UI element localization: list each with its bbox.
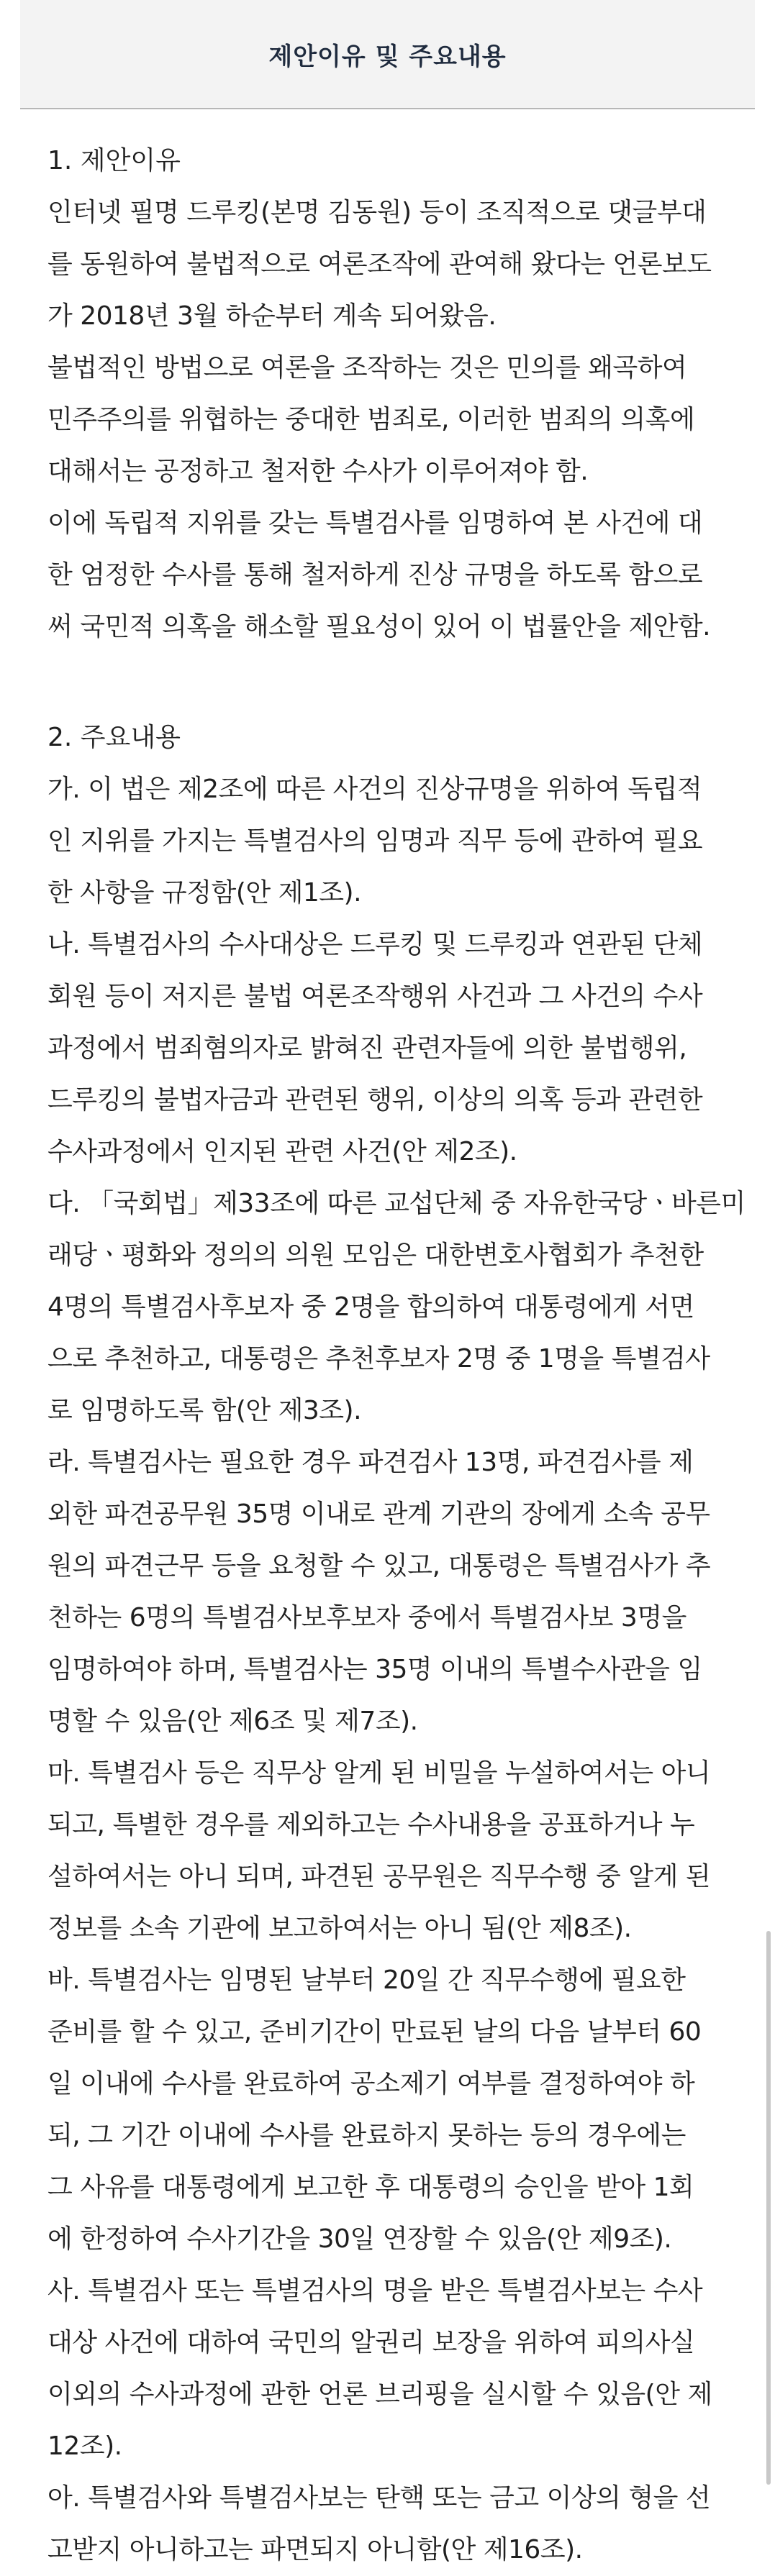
text-line: 바. 특별검사는 임명된 날부터 20일 간 직무수행에 필요한	[47, 1965, 686, 1995]
text-line: 임명하여야 하며, 특별검사는 35명 이내의 특별수사관을 임	[47, 1655, 702, 1684]
text-line: 인 지위를 가지는 특별검사의 임명과 직무 등에 관하여 필요	[47, 826, 703, 856]
text-line: 명할 수 있음(안 제6조 및 제7조).	[47, 1707, 418, 1736]
text-line: 래당ㆍ평화와 정의의 의원 모임은 대한변호사협회가 추천한	[47, 1241, 704, 1270]
text-line: 한 엄정한 수사를 통해 철저하게 진상 규명을 하도록 함으로	[47, 560, 703, 590]
document-body	[47, 135, 745, 2576]
text-line: 라. 특별검사는 필요한 경우 파견검사 13명, 파견검사를 제	[47, 1448, 694, 1477]
text-line: 천하는 6명의 특별검사보후보자 중에서 특별검사보 3명을	[47, 1603, 686, 1632]
text-line: 사. 특별검사 또는 특별검사의 명을 받은 특별검사보는 수사	[47, 2276, 703, 2306]
text-line: 외한 파견공무원 35명 이내로 관계 기관의 장에게 소속 공무	[47, 1499, 710, 1529]
text-line: 인터넷 필명 드루킹(본명 김동원) 등이 조직적으로 댓글부대	[47, 198, 707, 227]
section-spacer	[47, 653, 738, 712]
scrollbar-thumb[interactable]	[766, 1931, 771, 2485]
text-line: 마. 특별검사 등은 직무상 알게 된 비밀을 누설하여서는 아니	[47, 1758, 711, 1788]
text-line: 대상 사건에 대하여 국민의 알권리 보장을 위하여 피의사실	[47, 2328, 695, 2357]
text-line: 정보를 소속 기관에 보고하여서는 아니 됨(안 제8조).	[47, 1914, 632, 1943]
text-line: 가 2018년 3월 하순부터 계속 되어왔음.	[47, 301, 497, 331]
text-line: 일 이내에 수사를 완료하여 공소제기 여부를 결정하여야 하	[47, 2069, 695, 2098]
text-line: 나. 특별검사의 수사대상은 드루킹 및 드루킹과 연관된 단체	[47, 930, 703, 959]
text-line: 되, 그 기간 이내에 수사를 완료하지 못하는 등의 경우에는	[47, 2121, 686, 2150]
text-line: 가. 이 법은 제2조에 따른 사건의 진상규명을 위하여 독립적	[47, 775, 702, 804]
text-line: 로 임명하도록 함(안 제3조).	[47, 1396, 362, 1425]
text-line: 이에 독립적 지위를 갖는 특별검사를 임명하여 본 사건에 대	[47, 508, 703, 538]
text-line: 다. 「국회법」제33조에 따른 교섭단체 중 자유한국당ㆍ바른미	[47, 1189, 745, 1218]
text-line: 불법적인 방법으로 여론을 조작하는 것은 민의를 왜곡하여	[47, 353, 687, 383]
text-line: 과정에서 범죄혐의자로 밝혀진 관련자들에 의한 불법행위,	[47, 1033, 687, 1063]
text-line: 수사과정에서 인지된 관련 사건(안 제2조).	[47, 1137, 517, 1166]
text-line: 그 사유를 대통령에게 보고한 후 대통령의 승인을 받아 1회	[47, 2173, 694, 2202]
text-line: 으로 추천하고, 대통령은 추천후보자 2명 중 1명을 특별검사	[47, 1344, 710, 1374]
text-line: 를 동원하여 불법적으로 여론조작에 관여해 왔다는 언론보도	[47, 250, 712, 279]
text-line: 이외의 수사과정에 관한 언론 브리핑을 실시할 수 있음(안 제	[47, 2380, 712, 2409]
text-line: 써 국민적 의혹을 해소할 필요성이 있어 이 법률안을 제안함.	[47, 612, 711, 641]
section-heading-main-content: 2. 주요내용	[47, 723, 181, 752]
text-line: 아. 특별검사와 특별검사보는 탄핵 또는 금고 이상의 형을 선	[47, 2483, 711, 2513]
section-main-content-text	[47, 764, 745, 2576]
text-line: 설하여서는 아니 되며, 파견된 공무원은 직무수행 중 알게 된	[47, 1862, 711, 1891]
text-line: 대해서는 공정하고 철저한 수사가 이루어져야 함.	[47, 457, 589, 486]
section-reason-text	[47, 187, 738, 653]
text-line: 회원 등이 저지른 불법 여론조작행위 사건과 그 사건의 수사	[47, 982, 703, 1011]
text-line: 에 한정하여 수사기간을 30일 연장할 수 있음(안 제9조).	[47, 2224, 672, 2254]
text-line: 4명의 특별검사후보자 중 2명을 합의하여 대통령에게 서면	[47, 1292, 694, 1322]
text-line: 고받지 아니하고는 파면되지 아니함(안 제16조).	[47, 2535, 583, 2564]
section-heading-reason: 1. 제안이유	[47, 146, 181, 175]
page-title: 제안이유 및 주요내용	[268, 42, 507, 71]
header-bar	[20, 0, 755, 109]
text-line: 원의 파견근무 등을 요청할 수 있고, 대통령은 특별검사가 추	[47, 1551, 711, 1581]
text-line: 한 사항을 규정함(안 제1조).	[47, 878, 362, 908]
text-line: 드루킹의 불법자금과 관련된 행위, 이상의 의혹 등과 관련한	[47, 1085, 703, 1115]
text-line: 민주주의를 위협하는 중대한 범죄로, 이러한 범죄의 의혹에	[47, 405, 695, 434]
text-line: 되고, 특별한 경우를 제외하고는 수사내용을 공표하거나 누	[47, 1810, 695, 1840]
text-line: 12조).	[47, 2431, 122, 2461]
text-line: 준비를 할 수 있고, 준비기간이 만료된 날의 다음 날부터 60	[47, 2017, 702, 2047]
